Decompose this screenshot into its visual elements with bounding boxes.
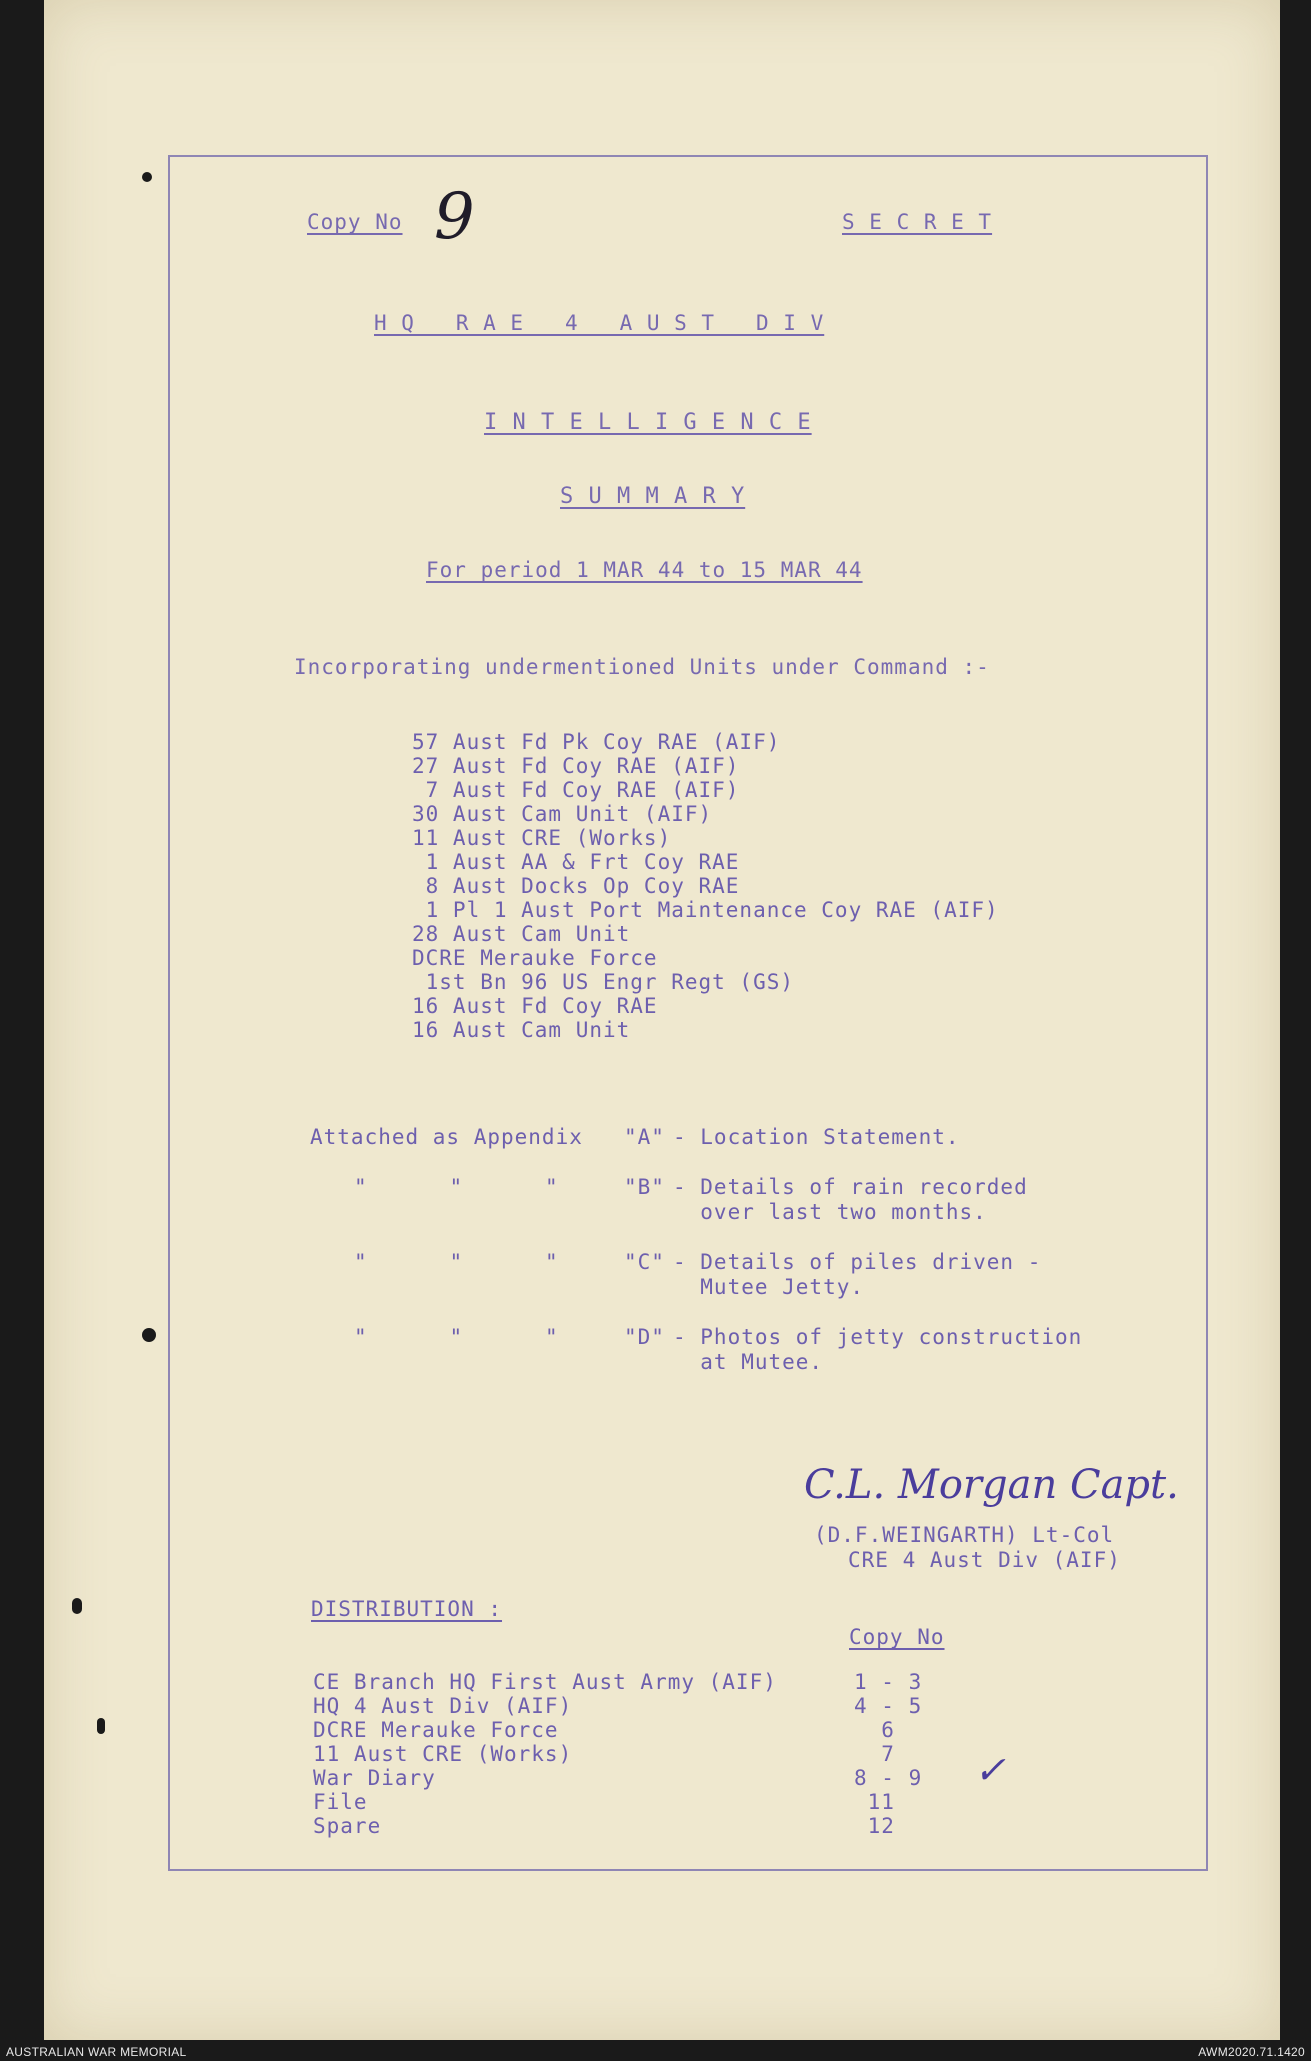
punch-hole (142, 1328, 156, 1342)
list-item: 7 Aust Fd Coy RAE (AIF) (412, 778, 740, 802)
table-row: HQ 4 Aust Div (AIF) (313, 1694, 573, 1718)
table-row: 12 (854, 1814, 895, 1838)
table-row: CE Branch HQ First Aust Army (AIF) (313, 1670, 777, 1694)
table-row: Spare (313, 1814, 382, 1838)
units-intro: Incorporating undermentioned Units under Command :- (294, 655, 990, 679)
list-item: 16 Aust Cam Unit (412, 1018, 631, 1042)
list-item: 1 Pl 1 Aust Port Maintenance Coy RAE (AIF) (412, 898, 999, 922)
appendix-prefix: " " " (354, 1325, 559, 1349)
appendix-text: at Mutee. (673, 1350, 824, 1374)
list-item: 57 Aust Fd Pk Coy RAE (AIF) (412, 730, 781, 754)
punch-hole (97, 1718, 105, 1734)
table-row: 7 (854, 1742, 895, 1766)
appendix-text: - Details of rain recorded (673, 1175, 1028, 1199)
table-row: 4 - 5 (854, 1694, 923, 1718)
appendix-letter: "C" (624, 1250, 665, 1274)
check-mark-icon: ✓ (974, 1748, 1006, 1792)
table-row: 6 (854, 1718, 895, 1742)
table-row: 11 (854, 1790, 895, 1814)
list-item: 11 Aust CRE (Works) (412, 826, 672, 850)
document-page (44, 0, 1280, 2040)
appendix-prefix: " " " (354, 1250, 559, 1274)
reporting-period: For period 1 MAR 44 to 15 MAR 44 (426, 558, 863, 582)
table-row: File (313, 1790, 368, 1814)
copy-column-header: Copy No (849, 1625, 945, 1649)
table-row: DCRE Merauke Force (313, 1718, 559, 1742)
punch-hole (72, 1598, 82, 1614)
list-item: 16 Aust Fd Coy RAE (412, 994, 658, 1018)
appendix-letter: "A" (624, 1125, 665, 1149)
list-item: 30 Aust Cam Unit (AIF) (412, 802, 713, 826)
table-row: 11 Aust CRE (Works) (313, 1742, 573, 1766)
appendix-letter: "B" (624, 1175, 665, 1199)
appendix-text: Mutee Jetty. (673, 1275, 865, 1299)
table-row: War Diary (313, 1766, 436, 1790)
list-item: 27 Aust Fd Coy RAE (AIF) (412, 754, 740, 778)
list-item: 28 Aust Cam Unit (412, 922, 631, 946)
document-title: I N T E L L I G E N C E (484, 410, 812, 435)
appendix-prefix: Attached as Appendix (310, 1125, 583, 1149)
footer-left: AUSTRALIAN WAR MEMORIAL (6, 2045, 187, 2059)
list-item: 1 Aust AA & Frt Coy RAE (412, 850, 740, 874)
classification-label: S E C R E T (842, 210, 993, 234)
appendix-text: - Photos of jetty construction (673, 1325, 1083, 1349)
copy-number-handwritten: 9 (434, 180, 475, 254)
unit-heading: H Q R A E 4 A U S T D I V (374, 311, 825, 335)
appendix-prefix: " " " (354, 1175, 559, 1199)
footer-right: AWM2020.71.1420 (1198, 2045, 1305, 2059)
appendix-letter: "D" (624, 1325, 665, 1349)
distribution-heading: DISTRIBUTION : (311, 1597, 503, 1621)
table-row: 8 - 9 (854, 1766, 923, 1790)
list-item: 8 Aust Docks Op Coy RAE (412, 874, 740, 898)
copy-label: Copy No (307, 210, 403, 234)
signatory-name: (D.F.WEINGARTH) Lt-Col (814, 1523, 1115, 1547)
document-subtitle: S U M M A R Y (560, 484, 746, 509)
list-item: 1st Bn 96 US Engr Regt (GS) (412, 970, 795, 994)
appendix-text: over last two months. (673, 1200, 987, 1224)
punch-hole (142, 172, 152, 182)
appendix-text: - Location Statement. (673, 1125, 960, 1149)
list-item: DCRE Merauke Force (412, 946, 658, 970)
handwritten-signature: C.L. Morgan Capt. (804, 1462, 1179, 1508)
signatory-title: CRE 4 Aust Div (AIF) (848, 1548, 1121, 1572)
appendix-text: - Details of piles driven - (673, 1250, 1042, 1274)
table-row: 1 - 3 (854, 1670, 923, 1694)
